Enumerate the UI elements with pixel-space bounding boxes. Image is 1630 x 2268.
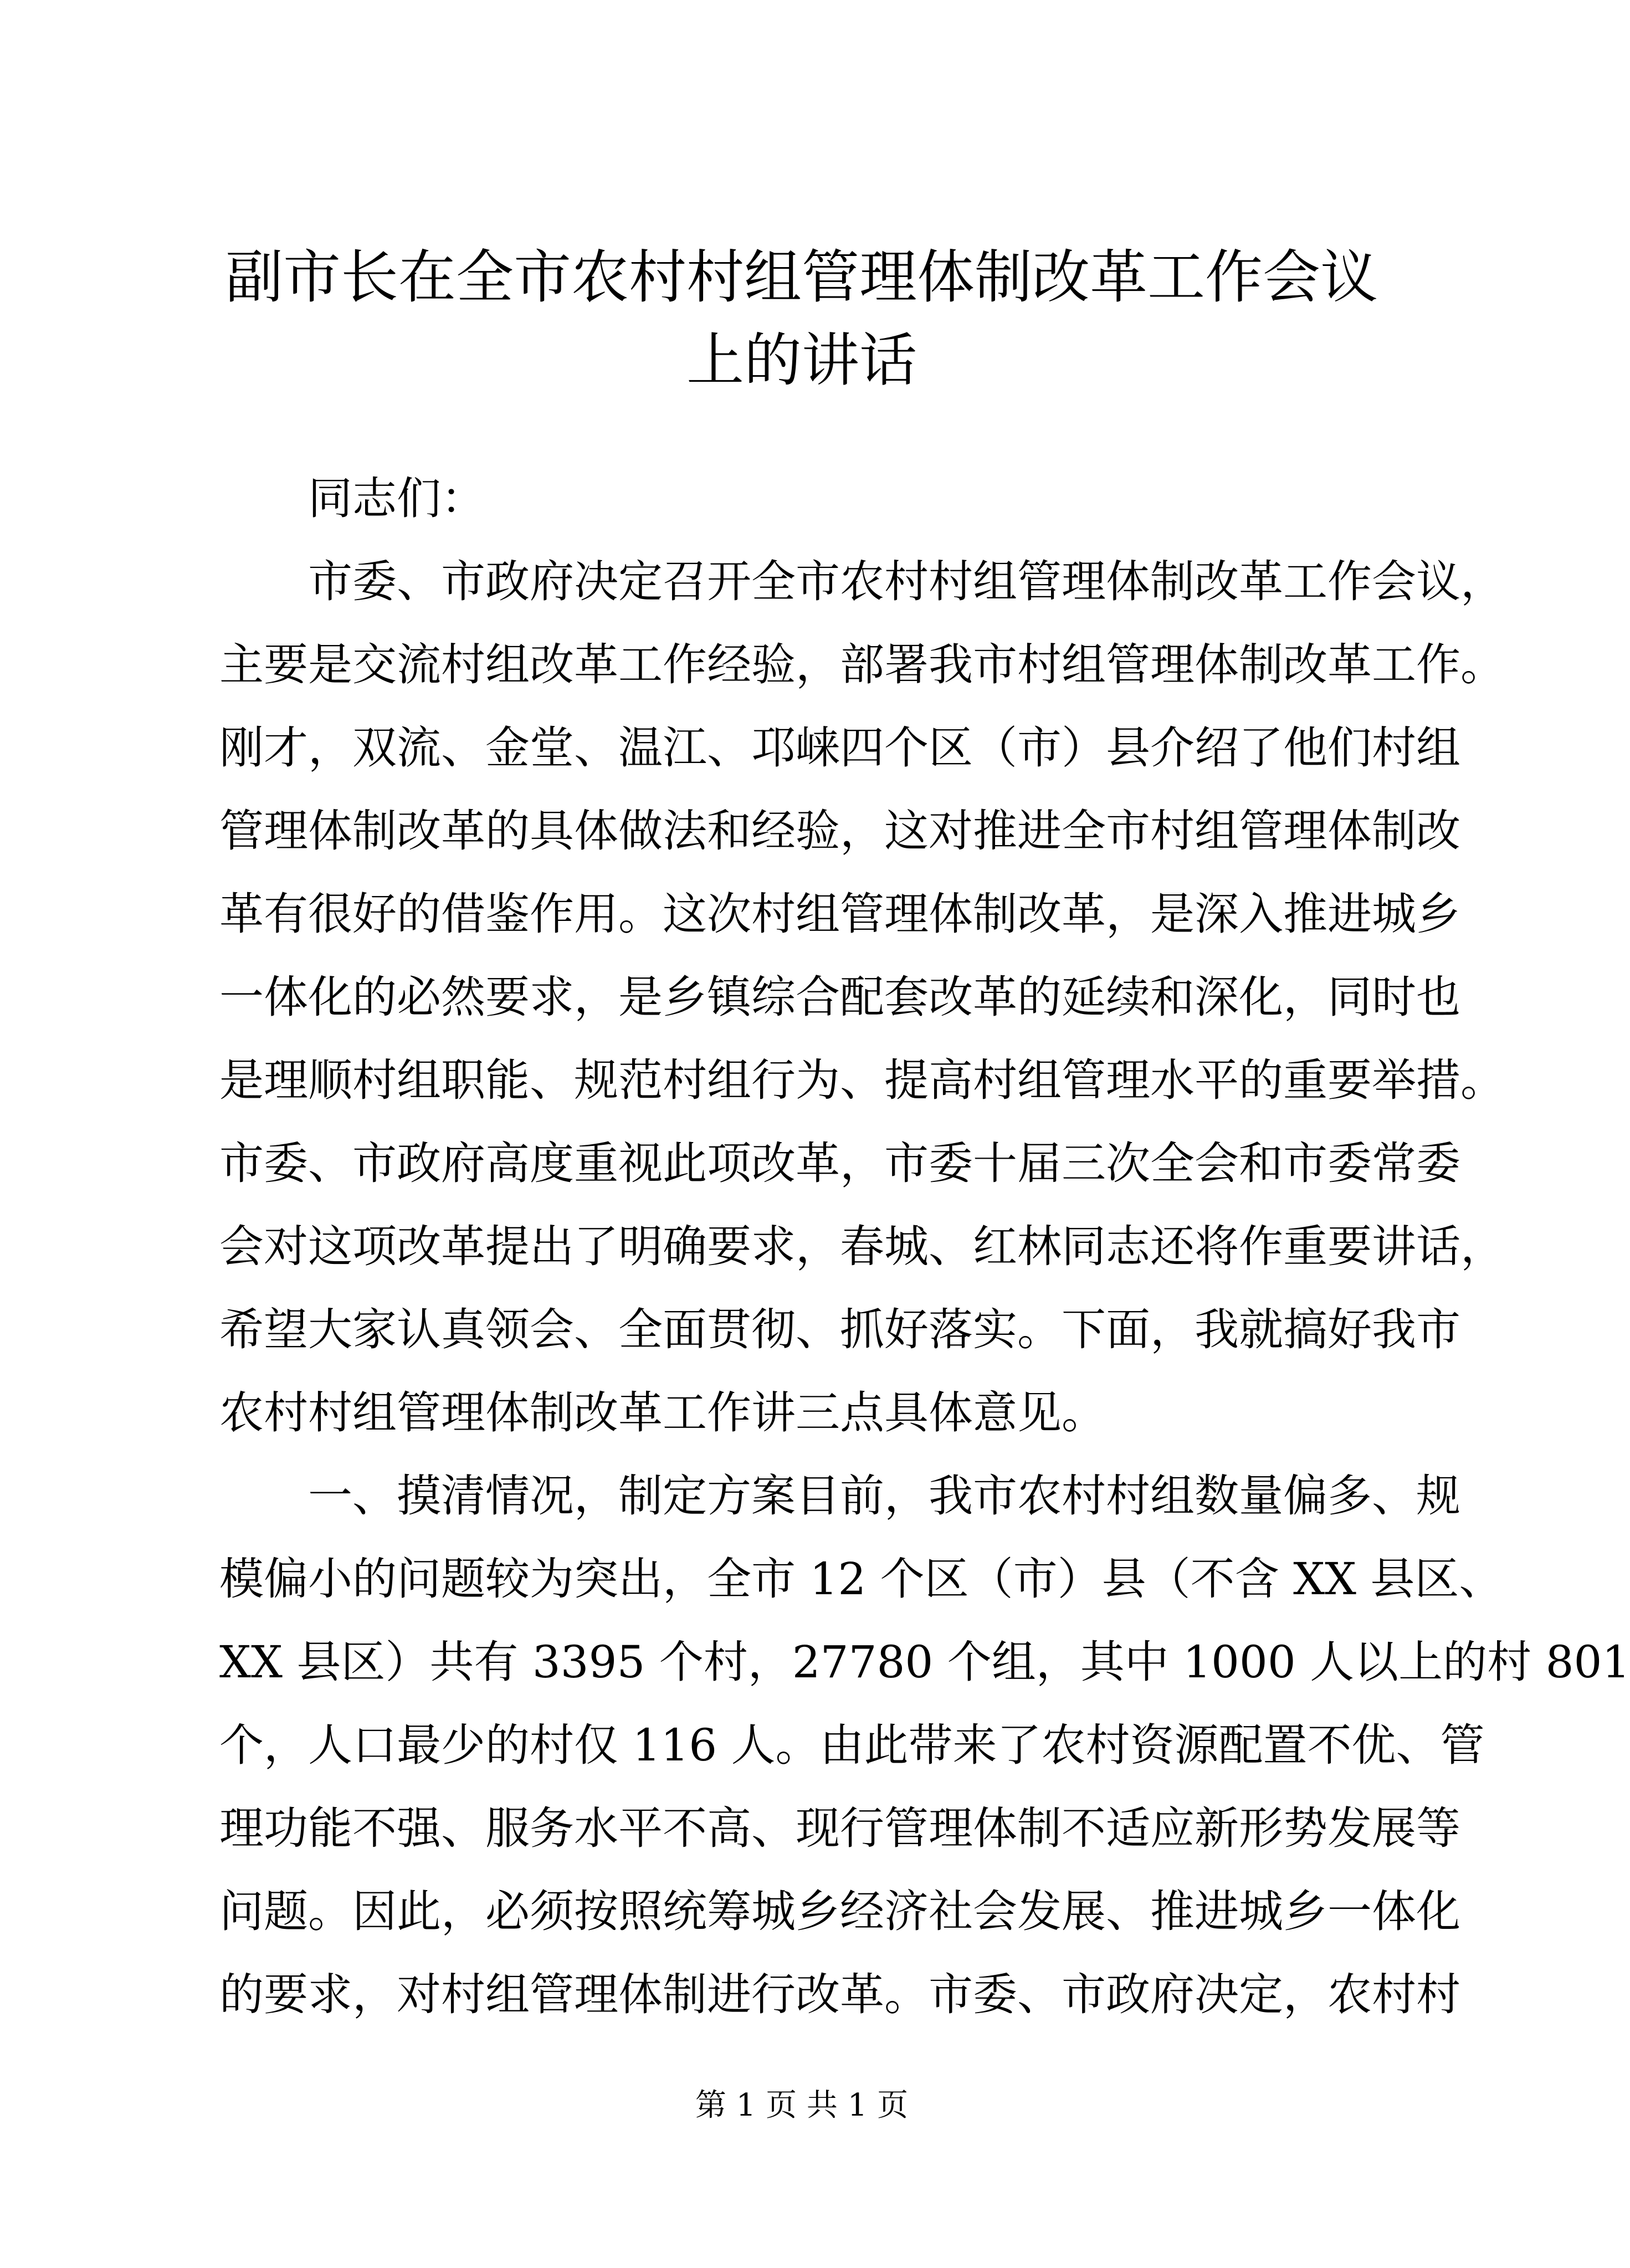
document-body (219, 457, 1630, 2036)
title-line-2: 上的讲话 (686, 326, 917, 394)
paragraph-line: 理功能不强、服务水平不高、现行管理体制不适应新形势发展等 (219, 1803, 1460, 1854)
paragraph-line: 希望大家认真领会、全面贯彻、抓好落实。下面，我就搞好我市 (219, 1304, 1460, 1355)
paragraph-line: 市委、市政府高度重视此项改革，市委十届三次全会和市委常委 (219, 1138, 1460, 1189)
paragraph-line: 问题。因此，必须按照统筹城乡经济社会发展、推进城乡一体化 (219, 1886, 1460, 1937)
paragraph-2 (219, 1455, 1630, 2036)
title-line-1: 副市长在全市农村村组管理体制改革工作会议 (225, 243, 1378, 311)
page-footer: 第 1 页 共 1 页 (695, 2087, 909, 2123)
paragraph-line: 主要是交流村组改革工作经验，部署我市村组管理体制改革工作。 (219, 639, 1505, 690)
paragraph-line: 一、摸清情况，制定方案目前，我市农村村组数量偏多、规 (308, 1470, 1460, 1522)
paragraph-line: 会对这项改革提出了明确要求，春城、红林同志还将作重要讲话， (219, 1221, 1505, 1272)
paragraph-line: 一体化的必然要求，是乡镇综合配套改革的延续和深化，同时也 (219, 971, 1460, 1023)
paragraph-line: 模偏小的问题较为突出，全市 12 个区（市）县（不含 XX 县区、 (219, 1553, 1504, 1605)
paragraph-line: 个，人口最少的村仅 116 人。由此带来了农村资源配置不优、管 (219, 1719, 1485, 1771)
paragraph-line: 的要求，对村组管理体制进行改革。市委、市政府决定，农村村 (219, 1969, 1460, 2020)
salutation: 同志们： (308, 473, 485, 524)
paragraph-1 (219, 540, 1505, 1455)
document-title (177, 235, 1426, 402)
paragraph-line: 刚才，双流、金堂、温江、邛崃四个区（市）县介绍了他们村组 (219, 722, 1460, 774)
paragraph-line: 农村村组管理体制改革工作讲三点具体意见。 (219, 1387, 1106, 1438)
paragraph-line: 管理体制改革的具体做法和经验，这对推进全市村组管理体制改 (219, 805, 1460, 857)
paragraph-line: 是理顺村组职能、规范村组行为、提高村组管理水平的重要举措。 (219, 1054, 1505, 1106)
paragraph-line: 市委、市政府决定召开全市农村村组管理体制改革工作会议， (308, 556, 1505, 607)
paragraph-line: XX 县区）共有 3395 个村，27780 个组，其中 1000 人以上的村 801 (219, 1636, 1630, 1688)
paragraph-line: 革有很好的借鉴作用。这次村组管理体制改革，是深入推进城乡 (219, 888, 1460, 940)
